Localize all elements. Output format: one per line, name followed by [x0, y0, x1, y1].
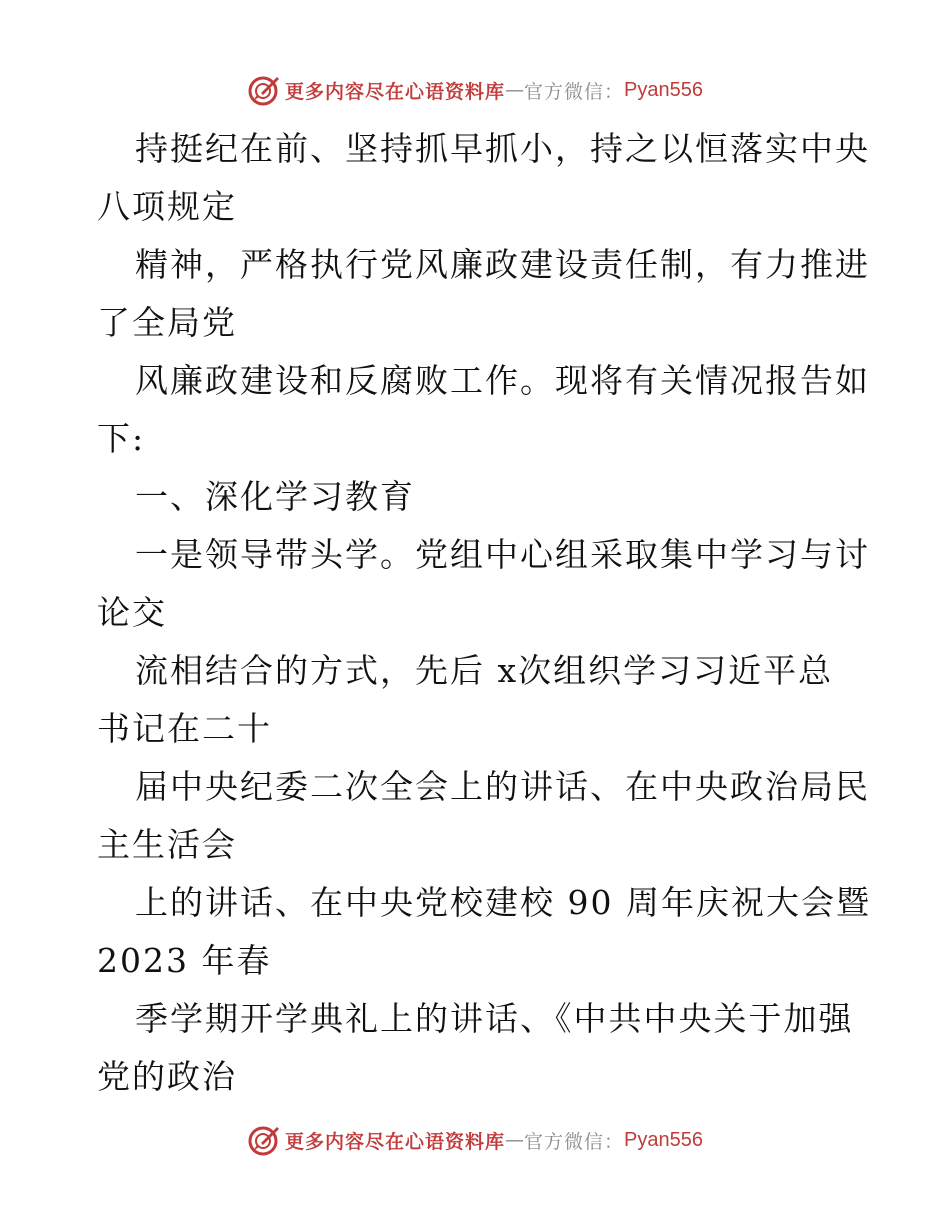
banner-wechat-id: Pyan556 — [624, 1128, 703, 1151]
text-line: 论交 — [97, 593, 167, 632]
document-body — [97, 120, 871, 1106]
text-line: 2023 年春 — [97, 941, 272, 980]
text-line: 持挺纪在前、坚持抓早抓小，持之以恒落实中央 — [135, 129, 870, 168]
banner-wechat-label: 官方微信： — [524, 1130, 625, 1153]
banner-dash: — — [505, 79, 525, 101]
text-line: 党的政治 — [97, 1057, 237, 1096]
pen-logo-icon — [247, 1123, 281, 1157]
text-line: 主生活会 — [97, 825, 237, 864]
footer-banner — [0, 1120, 950, 1160]
banner-text: 更多内容尽在心语资料库 — [285, 80, 506, 103]
text-line: 了全局党 — [97, 303, 237, 342]
section-heading: 一、深化学习教育 — [135, 477, 415, 516]
banner-wechat-label: 官方微信： — [524, 80, 625, 103]
text-line: 一是领导带头学。党组中心组采取集中学习与讨 — [135, 535, 870, 574]
text-line: 届中央纪委二次全会上的讲话、在中央政治局民 — [135, 767, 870, 806]
header-banner — [0, 70, 950, 110]
text-line: 精神，严格执行党风廉政建设责任制，有力推进 — [135, 245, 870, 284]
pen-logo-icon — [247, 73, 281, 107]
text-line: 风廉政建设和反腐败工作。现将有关情况报告如 — [135, 361, 870, 400]
banner-dash: — — [505, 1129, 525, 1151]
text-line: 季学期开学典礼上的讲话、《中共中央关于加强 — [135, 999, 854, 1038]
text-line: 上的讲话、在中央党校建校 90 周年庆祝大会暨 — [135, 883, 871, 922]
text-line: 流相结合的方式，先后 x次组织学习习近平总 — [135, 651, 834, 690]
text-line: 八项规定 — [97, 187, 237, 226]
banner-wechat-id: Pyan556 — [624, 78, 703, 101]
text-line: 下: — [97, 419, 146, 458]
text-line: 书记在二十 — [97, 709, 272, 748]
banner-text: 更多内容尽在心语资料库 — [285, 1130, 506, 1153]
